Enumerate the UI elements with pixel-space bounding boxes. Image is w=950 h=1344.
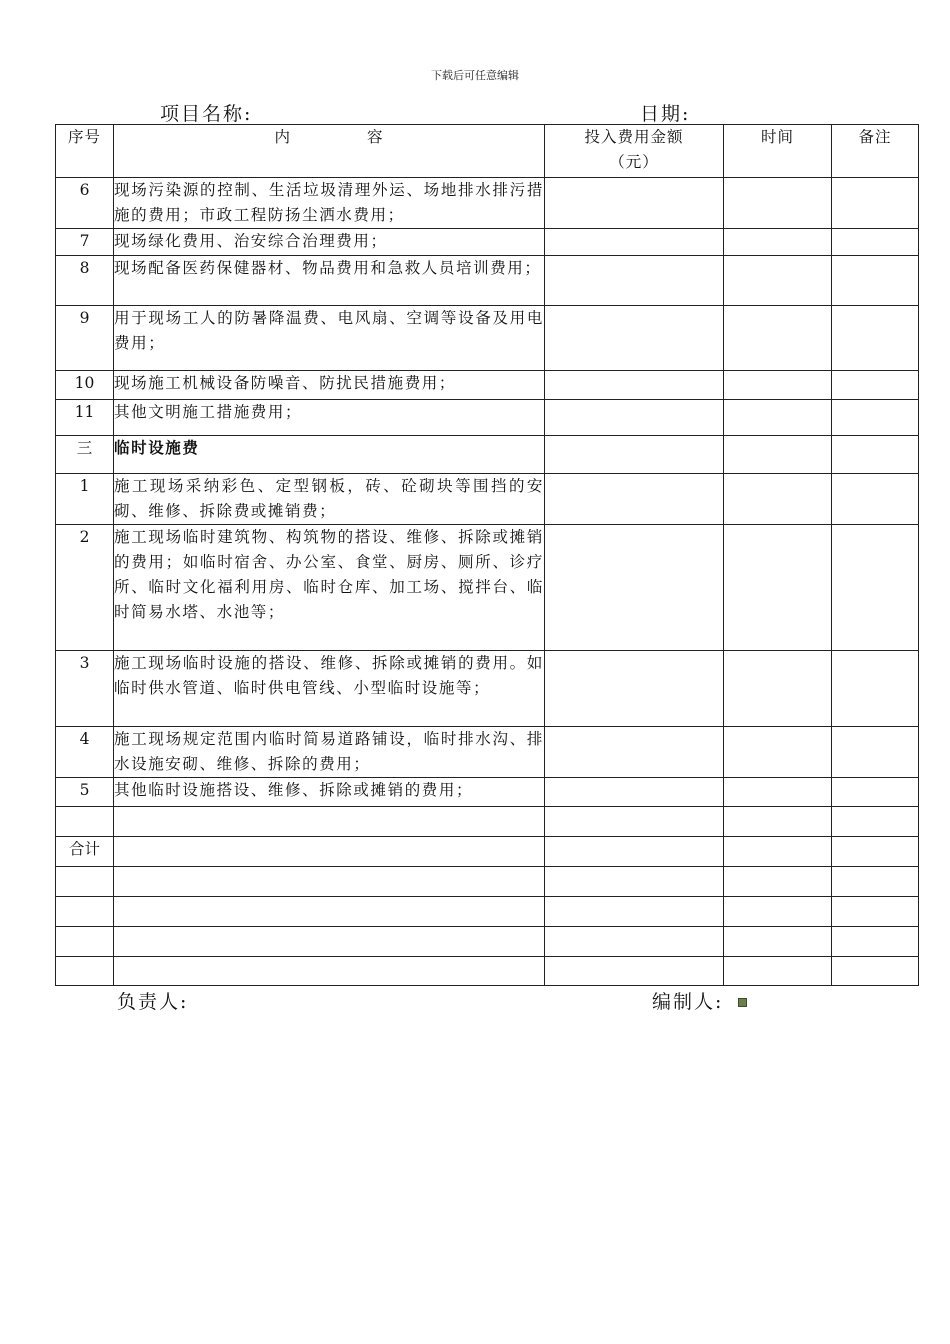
row-content: 施工现场临时建筑物、构筑物的搭设、维修、拆除或摊销的费用；如临时宿舍、办公室、食堂、厨房、厕所、诊疗所、临时文化福利用房、临时仓库、加工场、搅拌台、临时简易水塔、水池等； bbox=[114, 525, 545, 651]
row-time bbox=[724, 651, 832, 727]
row-no bbox=[56, 957, 114, 986]
row-content bbox=[114, 837, 545, 867]
row-time bbox=[724, 727, 832, 778]
row-amount bbox=[545, 778, 724, 807]
row-amount bbox=[545, 371, 724, 400]
header-no: 序号 bbox=[56, 125, 114, 178]
row-content: 其他文明施工措施费用； bbox=[114, 400, 545, 436]
row-time bbox=[724, 867, 832, 897]
row-no: 6 bbox=[56, 178, 114, 229]
row-amount bbox=[545, 256, 724, 306]
row-no: 2 bbox=[56, 525, 114, 651]
row-no: 8 bbox=[56, 256, 114, 306]
row-time bbox=[724, 778, 832, 807]
table-row bbox=[56, 927, 919, 957]
row-content: 现场绿化费用、治安综合治理费用； bbox=[114, 229, 545, 256]
row-time bbox=[724, 306, 832, 371]
row-no: 11 bbox=[56, 400, 114, 436]
section-title: 临时设施费 bbox=[114, 436, 545, 474]
row-remark bbox=[832, 256, 919, 306]
row-time bbox=[724, 525, 832, 651]
row-content bbox=[114, 957, 545, 986]
row-no: 9 bbox=[56, 306, 114, 371]
row-no: 3 bbox=[56, 651, 114, 727]
table-row bbox=[56, 400, 919, 436]
section-row bbox=[56, 436, 919, 474]
row-remark bbox=[832, 927, 919, 957]
row-amount bbox=[545, 957, 724, 986]
table-row bbox=[56, 306, 919, 371]
table-header-row bbox=[56, 125, 919, 178]
row-content: 用于现场工人的防暑降温费、电风扇、空调等设备及用电费用； bbox=[114, 306, 545, 371]
row-time bbox=[724, 807, 832, 837]
header-remark: 备注 bbox=[832, 125, 919, 178]
table-row bbox=[56, 867, 919, 897]
row-remark bbox=[832, 306, 919, 371]
header-content bbox=[114, 125, 545, 178]
responsible-person-label: 负责人: bbox=[117, 991, 189, 1013]
table-row bbox=[56, 897, 919, 927]
header-time: 时间 bbox=[724, 125, 832, 178]
cost-table bbox=[55, 124, 919, 986]
row-no: 5 bbox=[56, 778, 114, 807]
row-amount bbox=[545, 727, 724, 778]
row-remark bbox=[832, 436, 919, 474]
row-remark bbox=[832, 229, 919, 256]
header-amount bbox=[545, 125, 724, 178]
table-row bbox=[56, 256, 919, 306]
table-row bbox=[56, 371, 919, 400]
row-no: 4 bbox=[56, 727, 114, 778]
row-remark bbox=[832, 837, 919, 867]
row-no: 10 bbox=[56, 371, 114, 400]
row-content: 其他临时设施搭设、维修、拆除或摊销的费用； bbox=[114, 778, 545, 807]
table-row bbox=[56, 778, 919, 807]
table-row bbox=[56, 727, 919, 778]
top-note: 下载后可任意编辑 bbox=[431, 69, 519, 82]
anchor-mark-icon bbox=[738, 998, 747, 1007]
total-label: 合计 bbox=[56, 837, 114, 867]
row-remark bbox=[832, 400, 919, 436]
row-amount bbox=[545, 897, 724, 927]
date-label: 日期: bbox=[640, 103, 691, 125]
project-name-label: 项目名称: bbox=[160, 103, 253, 125]
row-time bbox=[724, 436, 832, 474]
row-amount bbox=[545, 178, 724, 229]
row-time bbox=[724, 837, 832, 867]
row-no bbox=[56, 867, 114, 897]
row-content bbox=[114, 927, 545, 957]
total-row bbox=[56, 837, 919, 867]
row-remark bbox=[832, 867, 919, 897]
row-amount bbox=[545, 474, 724, 525]
header-content-a: 内 bbox=[274, 128, 291, 146]
row-content: 现场施工机械设备防噪音、防扰民措施费用； bbox=[114, 371, 545, 400]
row-remark bbox=[832, 525, 919, 651]
header-amount-line2: （元） bbox=[609, 153, 659, 171]
table-row bbox=[56, 807, 919, 837]
row-content bbox=[114, 867, 545, 897]
row-no: 1 bbox=[56, 474, 114, 525]
row-remark bbox=[832, 371, 919, 400]
header-content-b: 容 bbox=[367, 128, 384, 146]
row-amount bbox=[545, 837, 724, 867]
row-time bbox=[724, 178, 832, 229]
row-content bbox=[114, 807, 545, 837]
row-remark bbox=[832, 474, 919, 525]
table-row bbox=[56, 229, 919, 256]
row-amount bbox=[545, 525, 724, 651]
row-time bbox=[724, 927, 832, 957]
row-amount bbox=[545, 306, 724, 371]
row-content: 施工现场临时设施的搭设、维修、拆除或摊销的费用。如临时供水管道、临时供电管线、小型临时设施等； bbox=[114, 651, 545, 727]
row-no bbox=[56, 897, 114, 927]
row-no bbox=[56, 807, 114, 837]
row-amount bbox=[545, 436, 724, 474]
row-time bbox=[724, 371, 832, 400]
row-amount bbox=[545, 867, 724, 897]
section-no: 三 bbox=[56, 436, 114, 474]
row-amount bbox=[545, 807, 724, 837]
row-remark bbox=[832, 897, 919, 927]
row-time bbox=[724, 957, 832, 986]
editor-label: 编制人: bbox=[652, 991, 724, 1013]
row-amount bbox=[545, 229, 724, 256]
row-time bbox=[724, 229, 832, 256]
row-time bbox=[724, 474, 832, 525]
row-content bbox=[114, 897, 545, 927]
row-content: 现场污染源的控制、生活垃圾清理外运、场地排水排污措施的费用；市政工程防扬尘洒水费用； bbox=[114, 178, 545, 229]
row-content: 施工现场规定范围内临时简易道路铺设，临时排水沟、排水设施安砌、维修、拆除的费用； bbox=[114, 727, 545, 778]
row-remark bbox=[832, 807, 919, 837]
row-remark bbox=[832, 778, 919, 807]
row-amount bbox=[545, 651, 724, 727]
table-row bbox=[56, 651, 919, 727]
row-content: 施工现场采纳彩色、定型钢板，砖、砼砌块等围挡的安砌、维修、拆除费或摊销费； bbox=[114, 474, 545, 525]
row-time bbox=[724, 400, 832, 436]
row-content: 现场配备医药保健器材、物品费用和急救人员培训费用； bbox=[114, 256, 545, 306]
row-remark bbox=[832, 178, 919, 229]
table-row bbox=[56, 525, 919, 651]
header-amount-line1: 投入费用金额 bbox=[584, 128, 684, 146]
table-row bbox=[56, 957, 919, 986]
row-time bbox=[724, 897, 832, 927]
row-remark bbox=[832, 957, 919, 986]
table-row bbox=[56, 474, 919, 525]
row-no: 7 bbox=[56, 229, 114, 256]
row-remark bbox=[832, 727, 919, 778]
row-amount bbox=[545, 927, 724, 957]
row-no bbox=[56, 927, 114, 957]
row-amount bbox=[545, 400, 724, 436]
row-remark bbox=[832, 651, 919, 727]
row-time bbox=[724, 256, 832, 306]
table-row bbox=[56, 178, 919, 229]
